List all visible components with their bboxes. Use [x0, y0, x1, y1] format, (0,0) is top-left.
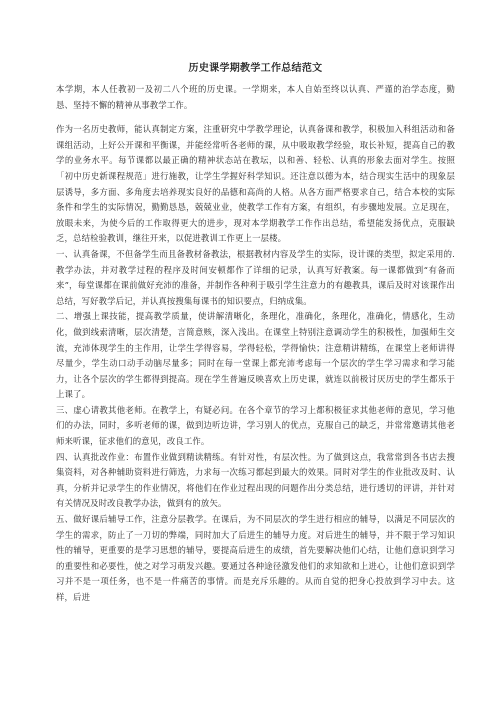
paragraph-1: 作为一名历史教师，能认真制定方案，注重研究中学教学理论，认真备课和教学，积极加入科组活动和备课组活动，上好公开课和平衡课，并能经常听各老师的课，从中吸取教学经验，取长补短，提高自己的教学的业务水平。每节课都以最正确的精神状态站在教坛，以和善、轻松、认真的形象去面对学生。按照「初中历史新课程规范」进行施教，让学生学握好科学知识。还注意以德为本，结合现实生活中的现象层层诱导，多方面、多角度去培养现实良好的品德和高尚的人格。从各方面严格要求自己，结合本校的实际条件和学生的实际情况，勤勤恳恳，兢兢业业，使教学工作有方案，有组织，有步骤地发展。立足现在，放眼未来，为使今后的工作取得更大的进步，现对本学期教学工作作出总结，希望能发扬优点，克服缺乏，总结检验教训，继往开来，以促进教训工作更上一层楼。 [56, 124, 455, 244]
paragraph-5: 四、认真批改作业：布置作业做到精读精练。有针对性，有层次性。为了做到这点，我常常到各书店去搜集资料，对各种辅助资料进行筛选，力求每一次练习都起到最大的效果。同时对学生的作业批改及时、认真，分析并记录学生的作业情况，将他们在作业过程出现的问题作出分类总结，进行透切的评讲，并针对有关情况及时改良教学办法，做到有的放矢。 [56, 451, 455, 509]
paragraph-gap [56, 113, 455, 122]
intro-paragraph: 本学期，本人任教初一及初二八个班的历史课。一学期来，本人自始至终以认真、严谨的治学态度，勤恳、坚持不懈的精神从事教学工作。 [56, 84, 455, 110]
paragraph-2: 一、认真备课，不但备学生而且备教材备教法，根据教材内容及学生的实际，设计课的类型，拟定采用的.教学办法，并对教学过程的程序及时间安顿都作了详细的记录，认真写好教案。每一课都做到“有备而来”，每堂课都在课前做好充沛的准备，并制作各种利于吸引学生注意力的有趣教具，课后及时对该课作出总结，写好教学后记，并认真按搜集每课书的知识要点，归纳成集。 [56, 248, 455, 306]
paragraph-6: 五、做好课后辅导工作，注意分层教学。在课后，为不同层次的学生进行相应的辅导，以满足不同层次的学生的需求，防止了一刀切的弊端，同时加大了后进生的辅导力度。对后进生的辅导，并不限于学习知识性的辅导，更重要的是学习思想的辅导，要提高后进生的成绩，首先要解决他们心结，让他们意识到学习的重要性和必要性，使之对学习萌发兴趣。要通过各种途径激发他们的求知欲和上进心，让他们意识到学习并不是一项任务，也不是一件痛苦的事情。而是充斥乐趣的。从而自觉的把身心投放到学习中去。这样，后进 [56, 514, 455, 602]
paragraph-3: 二、增强上课技能，提高教学质量，使讲解清晰化，条理化，准确化，条理化，准确化，情感化，生动化，做到线索清晰，层次清楚，言简意赅，深入浅出。在课堂上特别注意调动学生的积极性，加强师生交流，充沛体现学生的主作用，让学生学得容易，学得轻松，学得愉快；注意精讲精练，在课堂上老师讲得尽量少，学生动口动手动脑尽量多；同时在每一堂课上都充沛考虑每一个层次的学生学习需求和学习能力，让各个层次的学生都得到提高。现在学生普遍反映喜欢上历史课，就连以前极讨厌历史的学生都乐于上课了。 [56, 311, 455, 400]
document-title: 历史课学期教学工作总结范文 [188, 63, 323, 74]
paragraph-4: 三、虚心请教其他老师。在教学上，有疑必问。在各个章节的学习上都积极征求其他老师的意见，学习他们的办法，同时，多听老师的课，做到边听边讲，学习别人的优点，克服自己的缺乏，并常常邀请其他老师来听课，征求他们的意见，改良工作。 [56, 404, 455, 447]
